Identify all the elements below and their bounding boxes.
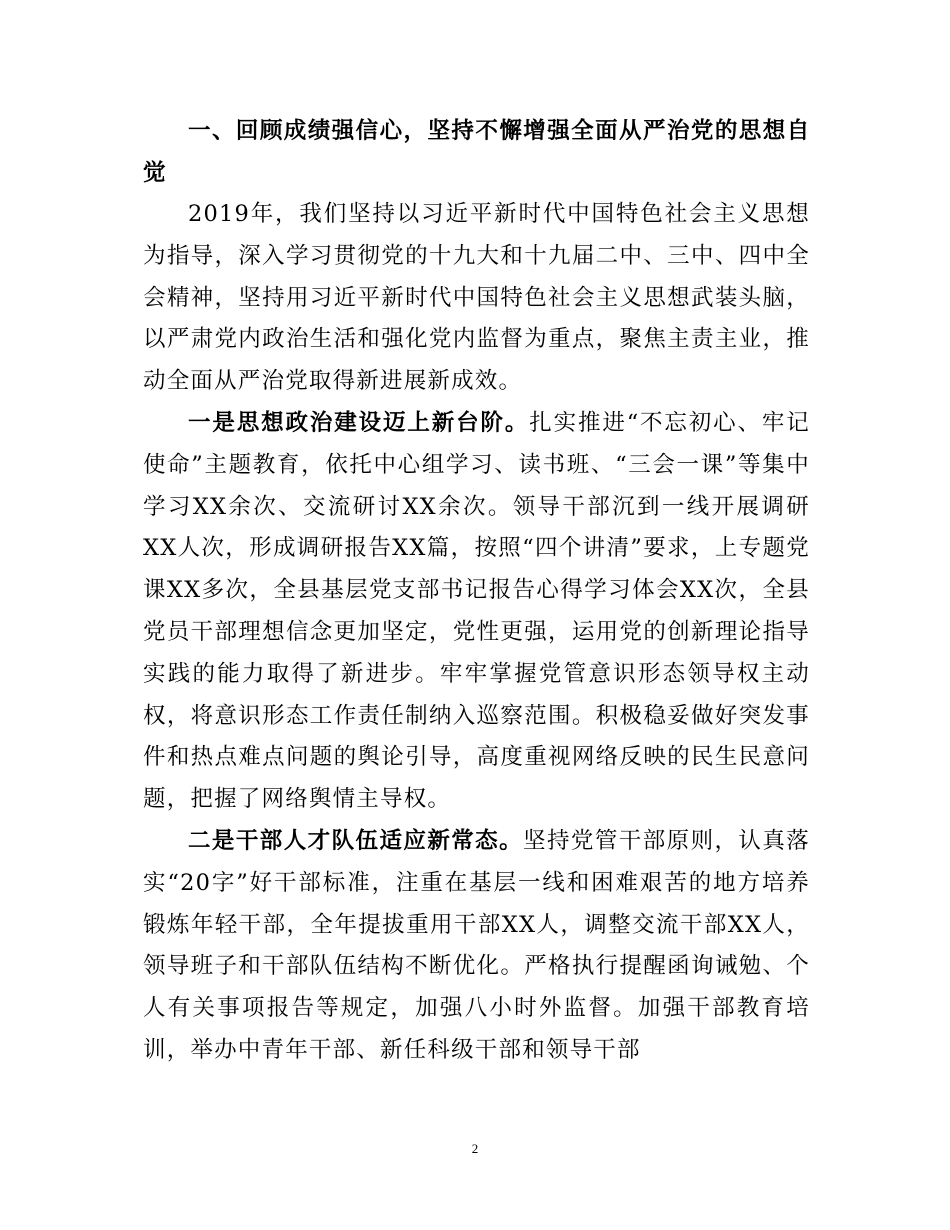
paragraph-lead: 二是干部人才队伍适应新常态。: [188, 827, 524, 854]
section-heading: 一、回顾成绩强信心，坚持不懈增强全面从严治党的思想自觉: [143, 118, 810, 186]
paragraph-text: 2019年，我们坚持以习近平新时代中国特色社会主义思想为指导，深入学习贯彻党的十九大和十九届二中、三中、四中全会精神，坚持用习近平新时代中国特色社会主义思想武装头脑，以严肃党内政治生活和强化党内监督为重点，聚焦主责主业，推动全面从严治党取得新进展新成效。: [143, 201, 810, 395]
paragraph-cadre-team: [143, 821, 810, 1072]
paragraph-text: 扎实推进“不忘初心、牢记使命”主题教育，依托中心组学习、读书班、“三会一课”等集中学习XX余次、交流研讨XX余次。领导干部沉到一线开展调研XX人次，形成调研报告XX篇，按照“四个讲清”要求，上专题党课XX多次，全县基层党支部书记报告心得学习体会XX次，全县党员干部理想信念更加坚定，党性更强，运用党的创新理论指导实践的能力取得了新进步。牢牢掌握党管意识形态领导权主动权，将意识形态工作责任制纳入巡察范围。积极稳妥做好突发事件和热点难点问题的舆论引导，高度重视网络反映的民生民意问题，把握了网络舆情主导权。: [143, 409, 810, 813]
page-number: 2: [471, 1141, 479, 1156]
paragraph-intro: [143, 194, 810, 403]
paragraph-lead: 一是思想政治建设迈上新台阶。: [188, 409, 530, 436]
paragraph-ideological-building: [143, 403, 810, 821]
document-body: [143, 110, 810, 1072]
paragraph-text: 坚持党管干部原则，认真落实“20字”好干部标准，注重在基层一线和困难艰苦的地方培养锻炼年轻干部，全年提拔重用干部XX人，调整交流干部XX人，领导班子和干部队伍结构不断优化。严格执行提醒函询诫勉、个人有关事项报告等规定，加强八小时外监督。加强干部教育培训，举办中青年干部、新任科级干部和领导干部: [143, 827, 810, 1063]
